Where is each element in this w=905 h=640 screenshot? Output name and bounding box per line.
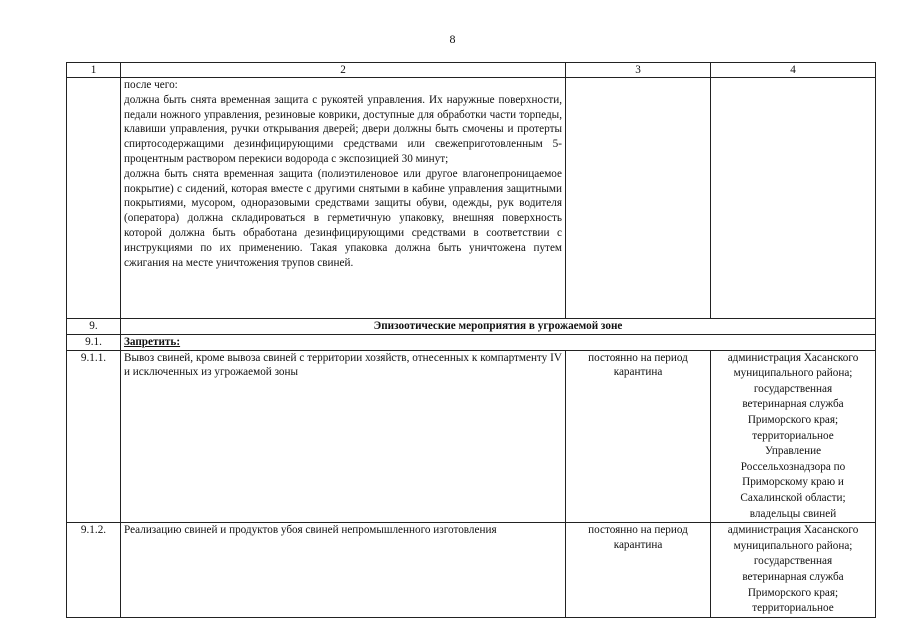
- responsible-line: муниципального района;: [733, 539, 853, 552]
- responsible-line: территориальное: [752, 602, 834, 615]
- column-number-1: 1: [67, 63, 121, 78]
- responsible-line: Приморского края;: [747, 413, 839, 426]
- responsible-line: государственная: [753, 382, 833, 395]
- row-measure-text: Реализацию свиней и продуктов убоя свиней непромышленного изготовления: [124, 524, 497, 537]
- subsection-number: 9.1.: [67, 334, 121, 350]
- row-term: постоянно на период карантина: [566, 350, 711, 523]
- responsible-line: Приморского края;: [747, 586, 839, 599]
- row-responsible: [711, 350, 876, 523]
- continuation-paragraph: должна быть снята временная защита с рукоятей управления. Их наружные поверхности, педали ножного управления, резиновые коврики, доступные для обработки части торпеды, клавиши управления, ручки открывания дверей; двери должны быть смочены и протерты спиртосодержащими дезинфицирующими средствами или свежеприготовленным 5-процентным раствором перекиси водорода с экспозицией 30 минут;: [124, 93, 562, 165]
- subsection-title-cell: [121, 334, 876, 350]
- row-measure: [121, 350, 566, 523]
- table-row: [67, 350, 876, 523]
- section-row: [67, 319, 876, 335]
- section-title: Эпизоотические мероприятия в угрожаемой зоне: [121, 319, 876, 335]
- table-row: [67, 523, 876, 618]
- responsible-line: администрация Хасанского: [727, 351, 859, 364]
- row-measure-text: Вывоз свиней, кроме вывоза свиней с территории хозяйств, отнесенных к компартменту IV и исключенных из угрожаемой зоны: [124, 351, 562, 379]
- subsection-title: Запретить:: [124, 335, 181, 348]
- responsible-line: ветеринарная служба: [742, 398, 844, 411]
- responsible-line: администрация Хасанского: [727, 524, 859, 537]
- row-number: 9.1.1.: [67, 350, 121, 523]
- responsible-line: владельцы свиней: [749, 507, 837, 520]
- column-number-4: 4: [711, 63, 876, 78]
- continuation-paragraph: должна быть снята временная защита (полиэтиленовое или другое влагонепроницаемое покрытие) с сидений, которая вместе с другими снятыми в кабине управления защитными покрытиями, мусором, одноразовыми средствами защиты обуви, одежды, рук водителя (оператора) должна складироваться в герметичную упаковку, внешняя поверхность которой должна быть обработана дезинфицирующими средствами в соответствии с инструкциями по их применению. Такая упаковка должна быть уничтожена путем сжигания на месте уничтожения трупов свиней.: [124, 167, 562, 269]
- row-measure: [121, 523, 566, 618]
- column-number-2: 2: [121, 63, 566, 78]
- page-number: 8: [449, 32, 456, 46]
- continuation-term-cell: [566, 78, 711, 319]
- responsible-line: территориальное: [752, 429, 834, 442]
- row-term: постоянно на период карантина: [566, 523, 711, 618]
- continuation-number-cell: [67, 78, 121, 319]
- measures-table: [66, 62, 876, 618]
- row-responsible: [711, 523, 876, 618]
- subsection-row: [67, 334, 876, 350]
- responsible-line: муниципального района;: [733, 367, 853, 380]
- continuation-responsible-cell: [711, 78, 876, 319]
- responsible-line: государственная: [753, 555, 833, 568]
- responsible-line: Управление: [764, 445, 822, 458]
- continuation-paragraph: после чего:: [124, 79, 178, 91]
- column-number-header-row: [67, 63, 876, 78]
- responsible-line: Приморскому краю и: [742, 476, 844, 489]
- section-number: 9.: [67, 319, 121, 335]
- continuation-row: [67, 78, 876, 319]
- responsible-line: Сахалинской области;: [740, 491, 846, 504]
- responsible-line: Россельхознадзора по: [740, 460, 846, 473]
- row-number: 9.1.2.: [67, 523, 121, 618]
- continuation-text-cell: [121, 78, 566, 319]
- column-number-3: 3: [566, 63, 711, 78]
- responsible-line: ветеринарная служба: [742, 570, 844, 583]
